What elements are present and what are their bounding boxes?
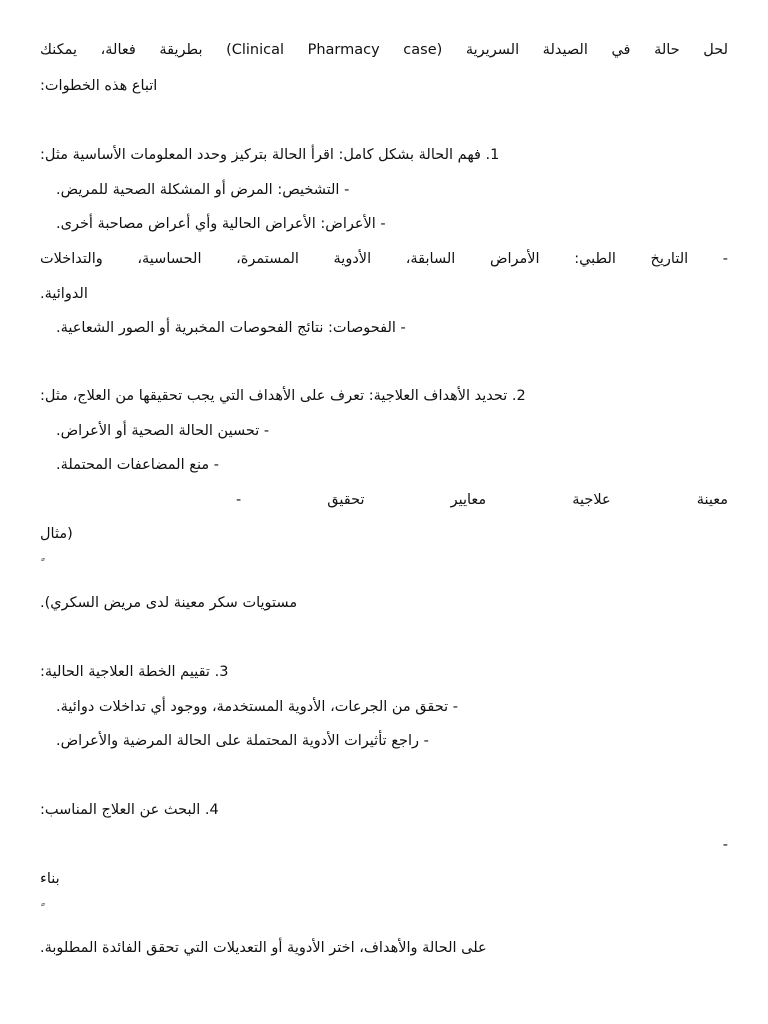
step-1-item-3-line-2: الدوائية. (40, 286, 88, 302)
step-2-item-3-line-3: مستويات سكر معينة لدى مريض السكري). (40, 595, 298, 611)
step-2-item-3-word-5: معينة (696, 492, 728, 508)
step-2-item-3-word-4: علاجية (572, 492, 611, 508)
step-2-title: 2. تحديد الأهداف العلاجية: تعرف على الأهداف التي يجب تحقيقها من العلاج، مثل: (40, 388, 526, 404)
step-1-item-4: - الفحوصات: نتائج الفحوصات المخبرية أو الصور الشعاعية. (56, 320, 406, 336)
step-4-item-1-line-1: بناء (40, 871, 60, 887)
intro-line-2: اتباع هذه الخطوات: (40, 78, 158, 94)
step-4-title: 4. البحث عن العلاج المناسب: (40, 802, 219, 818)
step-4-item-1-line-2: على الحالة والأهداف، اختر الأدوية أو التعديلات التي تحقق الفائدة المطلوبة. (40, 940, 487, 956)
step-2-item-2: - منع المضاعفات المحتملة. (56, 457, 219, 473)
step-2-item-3-word-3: معايير (450, 492, 487, 508)
step-2-item-3-line-2: (مثال (40, 526, 73, 542)
step-3-title: 3. تقييم الخطة العلاجية الحالية: (40, 664, 229, 680)
step-2-item-3-word-1: - (236, 492, 242, 508)
step-3-item-1: - تحقق من الجرعات، الأدوية المستخدمة، ووجود أي تداخلات دوائية. (56, 699, 458, 715)
step-1-item-1: - التشخيص: المرض أو المشكلة الصحية للمريض. (56, 182, 350, 198)
step-2-item-1: - تحسين الحالة الصحية أو الأعراض. (56, 423, 270, 439)
step-1-title: 1. فهم الحالة بشكل كامل: اقرأ الحالة بتركيز وحدد المعلومات الأساسية مثل: (40, 147, 500, 163)
intro-line-1: لحل حالة في الصيدلة السريرية (Clinical Pharmacy case) بطريقة فعالة، يمكنك (40, 42, 728, 58)
step-1-item-2: - الأعراض: الأعراض الحالية وأي أعراض مصاحبة أخرى. (56, 216, 386, 232)
step-2-item-3-spread-line (40, 490, 728, 510)
step-2-item-3-word-2: تحقيق (327, 492, 365, 508)
step-1-item-3-line-1: - التاريخ الطبي: الأمراض السابقة، الأدوية المستمرة، الحساسية، والتداخلات (40, 251, 728, 267)
step-3-item-2: - راجع تأثيرات الأدوية المحتملة على الحالة المرضية والأعراض. (56, 733, 429, 749)
step-4-dash: - (722, 837, 728, 853)
